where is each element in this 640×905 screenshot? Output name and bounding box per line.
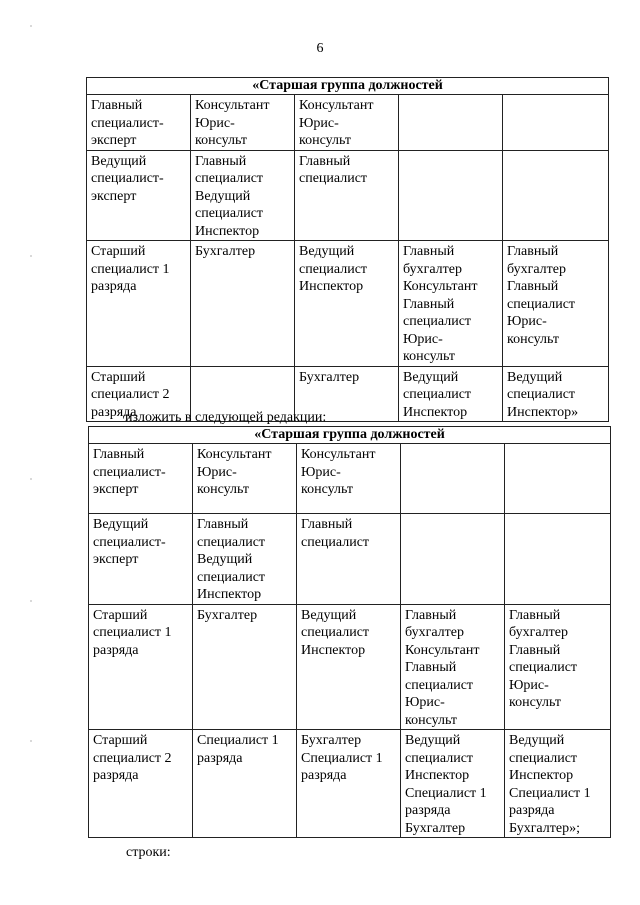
table-cell [399,95,503,151]
table-row [87,95,609,151]
cell-text: Юрис- [405,695,445,710]
cell-text: специалист [299,171,368,186]
cell-text: Ведущий [507,369,563,385]
cell-text: консульт [509,695,561,710]
table-cell [295,150,399,241]
cell-text: Инспектор [299,279,364,294]
cell-text: специалист [403,314,472,329]
table-cell [87,241,191,367]
table-row [87,241,609,367]
cell-text: специалист [509,660,578,675]
cell-text: Главный [405,607,457,623]
cell-text: Главный [299,153,351,169]
cell-text: Старший [91,244,146,259]
cell-text: Ведущий [403,369,459,385]
cell-text: разряда [405,803,451,818]
table-cell [297,444,401,514]
cell-text: Бухгалтер [301,733,362,748]
table-cell [297,604,401,730]
cell-text: разряда [197,750,243,766]
cell-text: специалист [507,296,576,312]
cell-text: Консультант [403,279,478,294]
table-cell [295,241,399,367]
cell-text: Старший [93,733,148,748]
table-cell [297,730,401,838]
cell-text: эксперт [93,552,139,567]
scan-dot [30,25,32,27]
cell-text: специалист [301,534,370,550]
table-cell [193,730,297,838]
cell-text: Ведущий [299,244,355,259]
table-cell [503,366,609,422]
table-cell [191,241,295,367]
scan-dot [30,478,32,480]
cell-text: консульт [197,482,249,497]
table-cell [401,444,505,514]
cell-text: специалист [197,534,266,550]
cell-text: специалист [197,569,266,585]
cell-text: Главный [507,244,559,259]
cell-text: Инспектор [403,404,468,420]
cell-text: бухгалтер [509,625,568,640]
cell-text: Специалист 1 [509,785,591,801]
cell-text: бухгалтер [405,625,464,640]
cell-text: Консультант [197,447,272,462]
scan-dot [30,255,32,257]
cell-text: Инспектор [195,223,260,239]
cell-text: специалист 1 [93,625,172,640]
scan-dot [30,740,32,742]
table-cell [89,514,193,605]
cell-text: Главный [91,98,143,113]
cell-text: Юрис- [403,331,443,347]
table-cell [505,514,611,605]
table-cell [503,95,609,151]
table-cell [401,730,505,838]
cell-text: Главный [195,153,247,169]
cell-text: Инспектор [509,768,574,783]
cell-text: Специалист 1 [405,785,487,801]
cell-text: Инспектор» [507,404,579,420]
paragraph-rows-label: строки: [126,845,171,860]
cell-text: Бухгалтер»; [509,820,580,836]
cell-text: Консультант [405,642,480,658]
cell-text: Юрис- [197,464,237,480]
cell-text: Главный [403,244,455,259]
cell-text: специалист 2 [93,750,172,766]
cell-text: специалист [405,750,474,766]
table-row [89,444,611,514]
cell-text: Юрис- [301,464,341,480]
cell-text: специалист [195,206,264,221]
cell-text: консульт [195,133,247,148]
cell-text: Главный [509,607,561,623]
table-cell [89,604,193,730]
cell-text: Старший [91,369,146,385]
cell-text: Ведущий [93,517,149,532]
scan-dot [30,600,32,602]
cell-text: консульт [405,712,457,728]
cell-text: Инспектор [405,768,470,783]
cell-text: Главный [405,660,457,675]
cell-text: Старший [93,607,148,623]
cell-text: Специалист 1 [197,733,279,748]
cell-text: Инспектор [301,642,366,658]
cell-text: специалист [509,750,578,766]
cell-text: Специалист 1 [301,750,383,766]
cell-text: Ведущий [195,188,251,204]
cell-text: бухгалтер [507,261,566,277]
cell-text: специалист [299,261,368,277]
cell-text: разряда [93,642,139,658]
table-cell [193,444,297,514]
cell-text: Главный [197,517,249,532]
cell-text: Юрис- [509,677,549,693]
table-cell [87,150,191,241]
table-cell [295,95,399,151]
cell-text: разряда [93,768,139,783]
cell-text: Главный [301,517,353,532]
table-cell [87,95,191,151]
cell-text: разряда [91,279,137,294]
cell-text: Юрис- [507,314,547,329]
table-row [89,514,611,605]
cell-text: специалист- [91,115,164,131]
cell-text: Консультант [301,447,376,462]
table-row [87,150,609,241]
cell-text: Бухгалтер [197,607,258,623]
table-row [89,604,611,730]
cell-text: Ведущий [405,733,461,748]
paragraph-replace-intro: изложить в следующей редакции: [125,410,327,425]
cell-text: специалист- [93,464,166,480]
table-cell [401,514,505,605]
table-cell [401,604,505,730]
cell-text: консульт [507,331,559,347]
table-cell [503,241,609,367]
table-cell [505,730,611,838]
cell-text: бухгалтер [403,261,462,277]
table-cell [193,604,297,730]
table-cell [505,444,611,514]
cell-text: специалист [301,625,370,640]
cell-text: специалист [405,677,474,693]
cell-text: Консультант [195,98,270,113]
table-cell [191,150,295,241]
cell-text: Бухгалтер [405,820,466,836]
cell-text: Главный [507,279,559,294]
table-row [89,730,611,838]
table-cell [399,366,503,422]
cell-text: специалист 1 [91,261,170,277]
cell-text: Юрис- [195,115,235,131]
cell-text: Ведущий [301,607,357,623]
cell-text: Бухгалтер [299,369,360,385]
cell-text: разряда [509,803,555,818]
cell-text: Бухгалтер [195,244,256,259]
cell-text: консульт [403,349,455,364]
table-cell [297,514,401,605]
cell-text: Ведущий [509,733,565,748]
cell-text: консульт [299,133,351,148]
table-cell [503,150,609,241]
table-cell [399,241,503,367]
cell-text: Юрис- [299,115,339,131]
cell-text: эксперт [91,188,137,204]
cell-text: Ведущий [197,552,253,567]
positions-table-new [88,426,611,838]
table-cell [193,514,297,605]
positions-table-old [86,77,609,422]
cell-text: специалист- [91,171,164,186]
cell-text: эксперт [91,133,137,148]
cell-text: специалист [195,171,264,186]
cell-text: Ведущий [91,153,147,169]
table-cell [89,444,193,514]
cell-text: Главный [403,296,455,312]
cell-text: Инспектор [197,587,262,602]
cell-text: разряда [301,768,347,783]
cell-text: консульт [301,482,353,497]
cell-text: специалист 2 [91,387,170,402]
table-cell [89,730,193,838]
table-header: «Старшая группа должностей [89,427,611,444]
table-cell [399,150,503,241]
cell-text: Консультант [299,98,374,113]
cell-text: эксперт [93,482,139,497]
table-cell [505,604,611,730]
cell-text: специалист [403,387,472,402]
cell-text: специалист [507,387,576,402]
table-cell [191,95,295,151]
table-header: «Старшая группа должностей [87,78,609,95]
page-number: 6 [316,41,324,56]
cell-text: Главный [509,642,561,658]
cell-text: разряда [91,404,137,420]
cell-text: специалист- [93,534,166,550]
cell-text: Главный [93,447,145,462]
